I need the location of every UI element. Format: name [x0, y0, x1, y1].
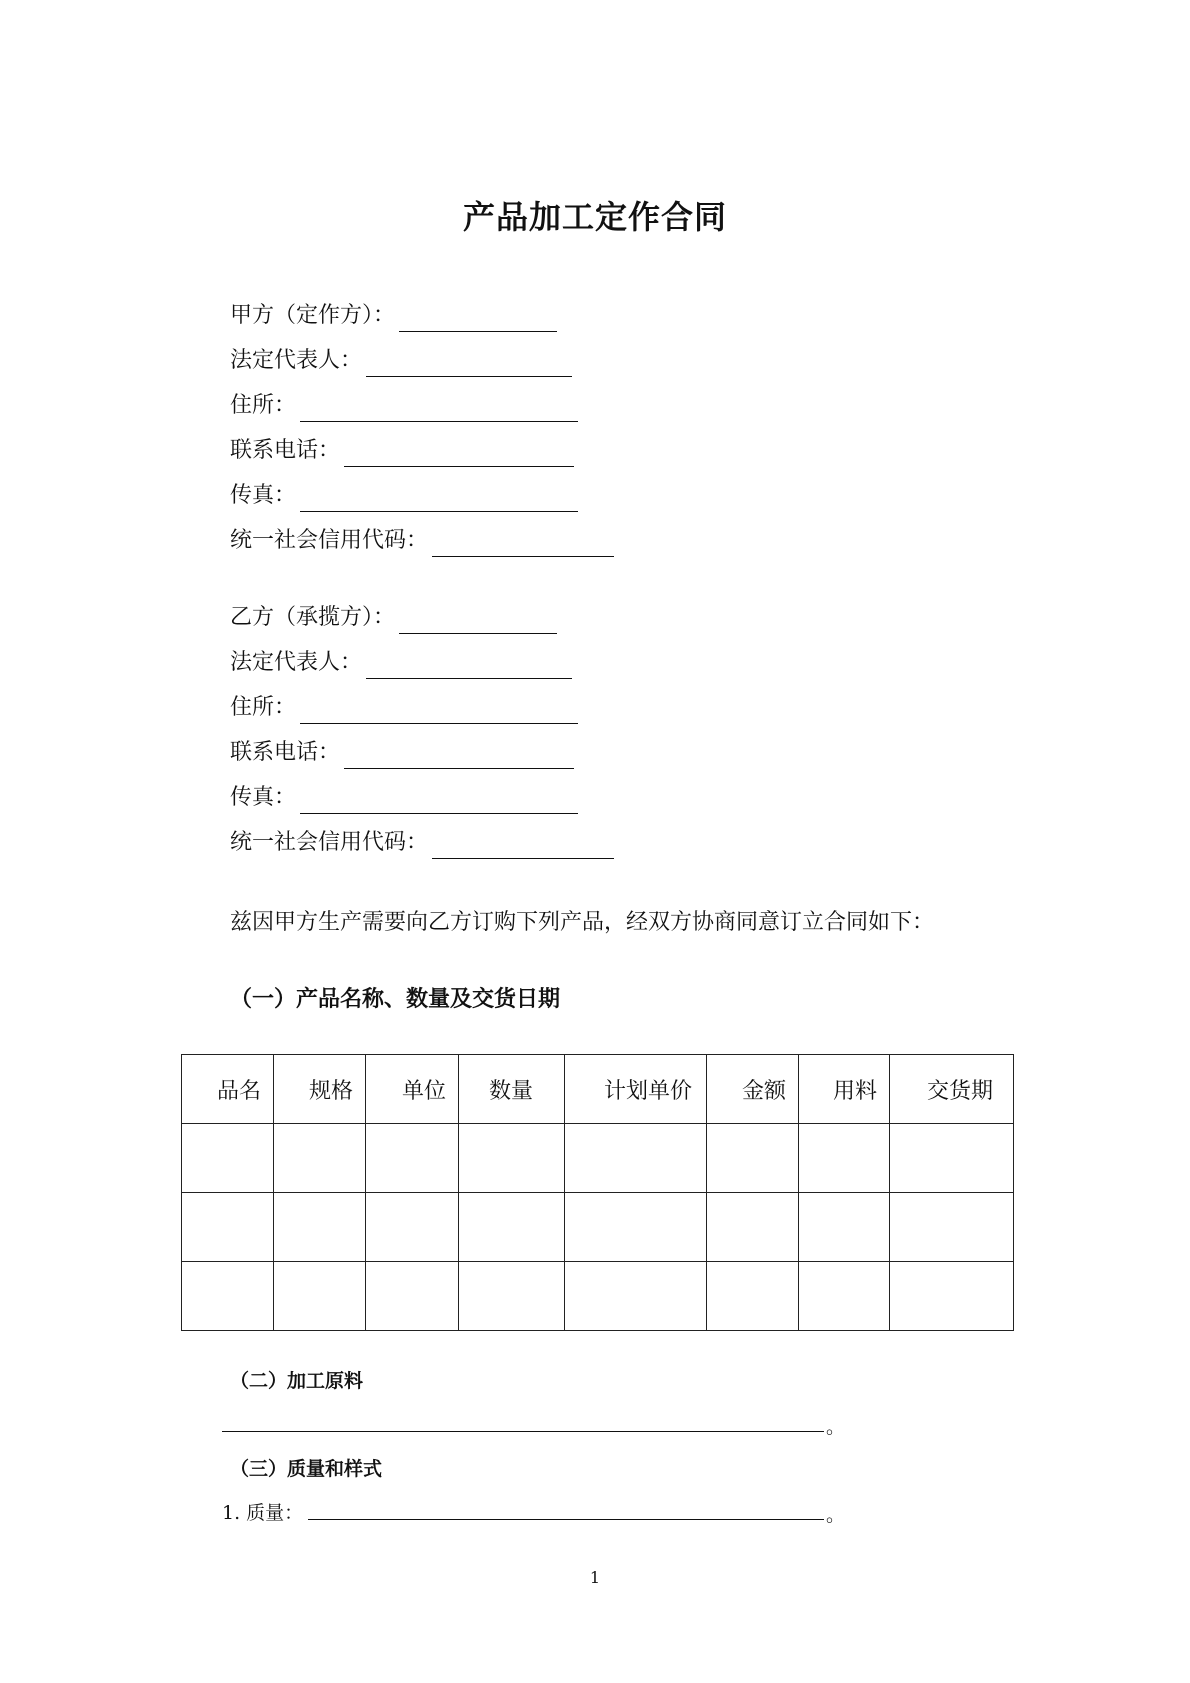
- party-a-phone-label: 联系电话：: [230, 438, 341, 463]
- party-a-phone-blank[interactable]: [344, 442, 574, 467]
- table-cell[interactable]: [182, 1124, 274, 1193]
- table-cell[interactable]: [565, 1262, 707, 1331]
- party-a-heading: 甲方（定作方）：: [230, 303, 396, 328]
- party-a-rep-blank[interactable]: [366, 352, 572, 377]
- party-b-credit-code-blank[interactable]: [432, 834, 614, 859]
- party-b-fax-blank[interactable]: [300, 789, 578, 814]
- intro-paragraph: 兹因甲方生产需要向乙方订购下列产品，经双方协商同意订立合同如下：: [230, 910, 935, 935]
- party-b-credit-code-row: [230, 827, 614, 859]
- table-cell[interactable]: [366, 1124, 459, 1193]
- table-cell[interactable]: [459, 1124, 565, 1193]
- party-a-name-blank[interactable]: [399, 307, 557, 332]
- party-a-fax-label: 传真：: [230, 483, 297, 508]
- raw-material-end-mark: 。: [826, 1416, 846, 1438]
- party-b-fax-label: 传真：: [230, 785, 297, 810]
- table-header-cell: 计划单价: [565, 1055, 707, 1124]
- raw-material-blank[interactable]: [222, 1430, 824, 1432]
- party-b-rep-label: 法定代表人：: [230, 650, 363, 675]
- table-header-cell: 用料: [799, 1055, 890, 1124]
- table-row: [182, 1262, 1014, 1331]
- table-cell[interactable]: [274, 1262, 366, 1331]
- table-header-cell: 品名: [182, 1055, 274, 1124]
- table-header-row: [182, 1055, 1014, 1124]
- section-1-heading: （一）产品名称、数量及交货日期: [230, 986, 561, 1012]
- table-cell[interactable]: [890, 1262, 1014, 1331]
- table-cell[interactable]: [565, 1124, 707, 1193]
- party-a-address-row: [230, 390, 578, 422]
- party-b-address-row: [230, 692, 578, 724]
- party-b-heading-row: [230, 602, 557, 634]
- table-cell[interactable]: [799, 1262, 890, 1331]
- table-cell[interactable]: [366, 1262, 459, 1331]
- party-a-fax-blank[interactable]: [300, 487, 578, 512]
- party-b-address-label: 住所：: [230, 695, 297, 720]
- table-cell[interactable]: [799, 1193, 890, 1262]
- table-cell[interactable]: [459, 1262, 565, 1331]
- party-a-fax-row: [230, 480, 578, 512]
- table-header-cell: 单位: [366, 1055, 459, 1124]
- table-cell[interactable]: [366, 1193, 459, 1262]
- party-b-phone-row: [230, 737, 574, 769]
- table-header-cell: 规格: [274, 1055, 366, 1124]
- table-header-cell: 交货期: [890, 1055, 1014, 1124]
- section-2-heading: （二）加工原料: [230, 1370, 364, 1392]
- product-table: [181, 1054, 1014, 1331]
- table-row: [182, 1124, 1014, 1193]
- quality-end-mark: 。: [826, 1504, 846, 1526]
- table-row: [182, 1193, 1014, 1262]
- party-b-credit-code-label: 统一社会信用代码：: [230, 830, 429, 855]
- party-b-address-blank[interactable]: [300, 699, 578, 724]
- party-b-phone-blank[interactable]: [344, 744, 574, 769]
- party-a-credit-code-blank[interactable]: [432, 532, 614, 557]
- party-b-fax-row: [230, 782, 578, 814]
- page-number: 1: [589, 1568, 601, 1587]
- page-title: 产品加工定作合同: [462, 198, 727, 236]
- table-cell[interactable]: [707, 1124, 799, 1193]
- table-header-cell: 金额: [707, 1055, 799, 1124]
- party-a-credit-code-label: 统一社会信用代码：: [230, 528, 429, 553]
- table-cell[interactable]: [707, 1262, 799, 1331]
- party-b-phone-label: 联系电话：: [230, 740, 341, 765]
- party-a-credit-code-row: [230, 525, 614, 557]
- party-a-phone-row: [230, 435, 574, 467]
- quality-blank[interactable]: [308, 1518, 824, 1520]
- party-b-heading: 乙方（承揽方）：: [230, 605, 396, 630]
- party-a-address-blank[interactable]: [300, 397, 578, 422]
- table-header-cell: 数量: [459, 1055, 565, 1124]
- party-a-rep-label: 法定代表人：: [230, 348, 363, 373]
- table-cell[interactable]: [274, 1193, 366, 1262]
- table-cell[interactable]: [565, 1193, 707, 1262]
- table-cell[interactable]: [890, 1193, 1014, 1262]
- party-b-name-blank[interactable]: [399, 609, 557, 634]
- table-cell[interactable]: [890, 1124, 1014, 1193]
- party-b-rep-blank[interactable]: [366, 654, 572, 679]
- party-b-rep-row: [230, 647, 572, 679]
- quality-label: 1. 质量：: [222, 1502, 304, 1524]
- party-a-rep-row: [230, 345, 572, 377]
- table-cell[interactable]: [182, 1193, 274, 1262]
- party-a-address-label: 住所：: [230, 393, 297, 418]
- table-cell[interactable]: [182, 1262, 274, 1331]
- party-a-heading-row: [230, 300, 557, 332]
- table-cell[interactable]: [274, 1124, 366, 1193]
- table-cell[interactable]: [459, 1193, 565, 1262]
- section-3-heading: （三）质量和样式: [230, 1458, 383, 1480]
- table-cell[interactable]: [799, 1124, 890, 1193]
- table-cell[interactable]: [707, 1193, 799, 1262]
